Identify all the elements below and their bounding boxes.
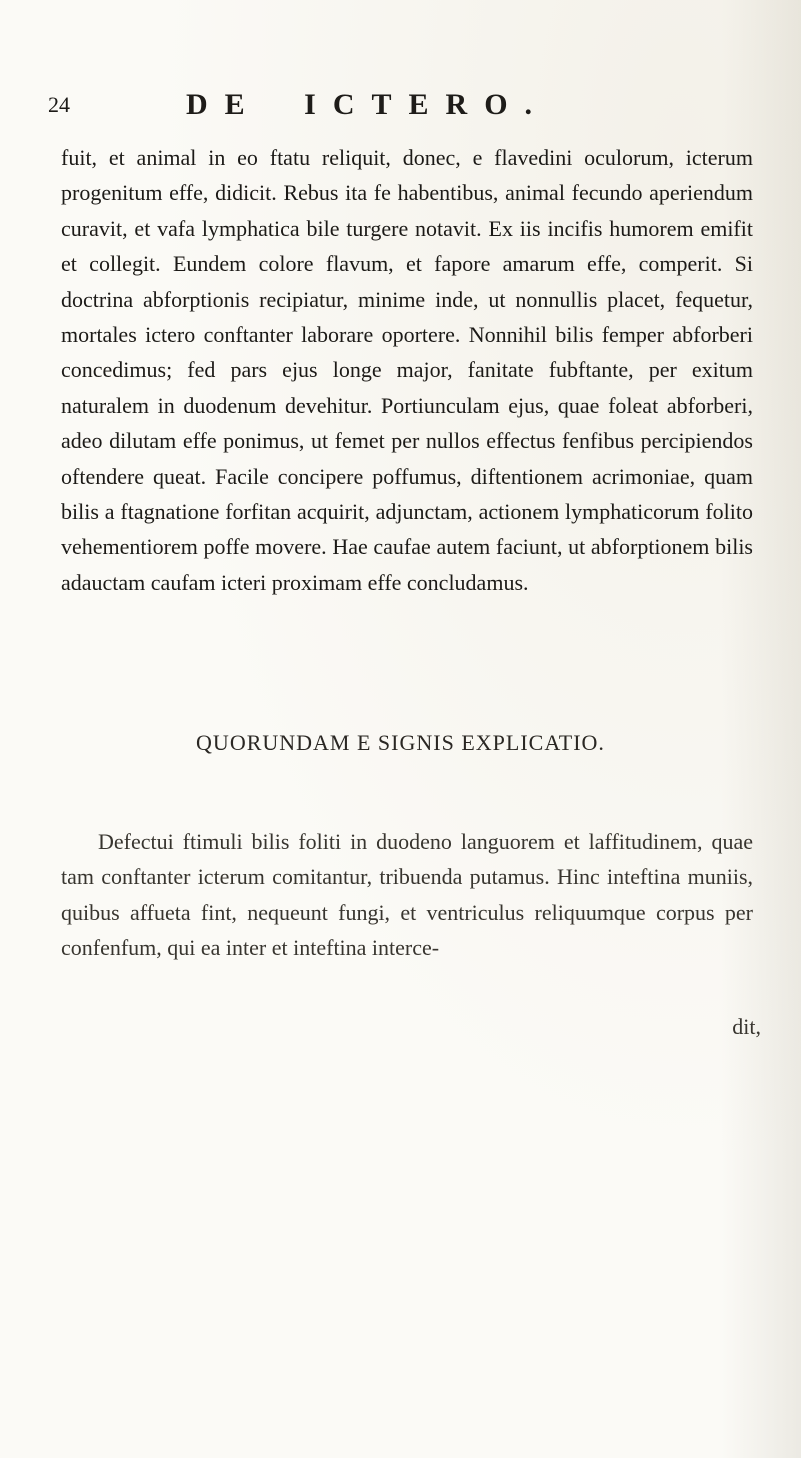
page-number: 24 <box>48 92 70 117</box>
page-header <box>48 88 748 128</box>
running-head: DE ICTERO. <box>186 88 550 121</box>
section-heading: QUORUNDAM E SIGNIS EXPLICATIO. <box>196 730 605 755</box>
paragraph-2: Defectui ftimuli bilis foliti in duodeno languorem et laffitudinem, quae tam conftanter icterum comitantur, tribuenda putamus. Hinc inteftina muniis, quibus affueta fint, nequeunt fungi, et ventriculus reliquumque corpus per confenfum, qui ea inter et inteftina interce- <box>61 829 753 961</box>
catchword: dit, <box>732 1014 761 1039</box>
paragraph-1: fuit, et animal in eo ftatu reliquit, donec, e flavedini oculorum, icterum progenitum effe, didicit. Rebus ita fe habentibus, animal fecundo aperiendum curavit, et vafa lymphatica bile turgere notavit. Ex iis incifis humorem emifit et collegit. Eundem colore flavum, et fapore amarum effe, comperit. Si doctrina abforptionis recipiatur, minime inde, ut nonnullis placet, fequetur, mortales ictero conftanter laborare oportere. Nonnihil bilis femper abforberi concedimus; fed pars ejus longe major, fanitate fubftante, per exitum naturalem in duodenum devehitur. Portiunculam ejus, quae foleat abforberi, adeo dilutam effe ponimus, ut femet per nullos effectus fenfibus percipiendos oftendere queat. Facile concipere poffumus, diftentionem acrimoniae, quam bilis a ftagnatione forfitan acquirit, adjunctam, actionem lymphaticorum folito vehementiorem poffe movere. Hae caufae autem faciunt, ut abforptionem bilis adauctam caufam icteri proximam effe concludamus. <box>61 145 753 595</box>
